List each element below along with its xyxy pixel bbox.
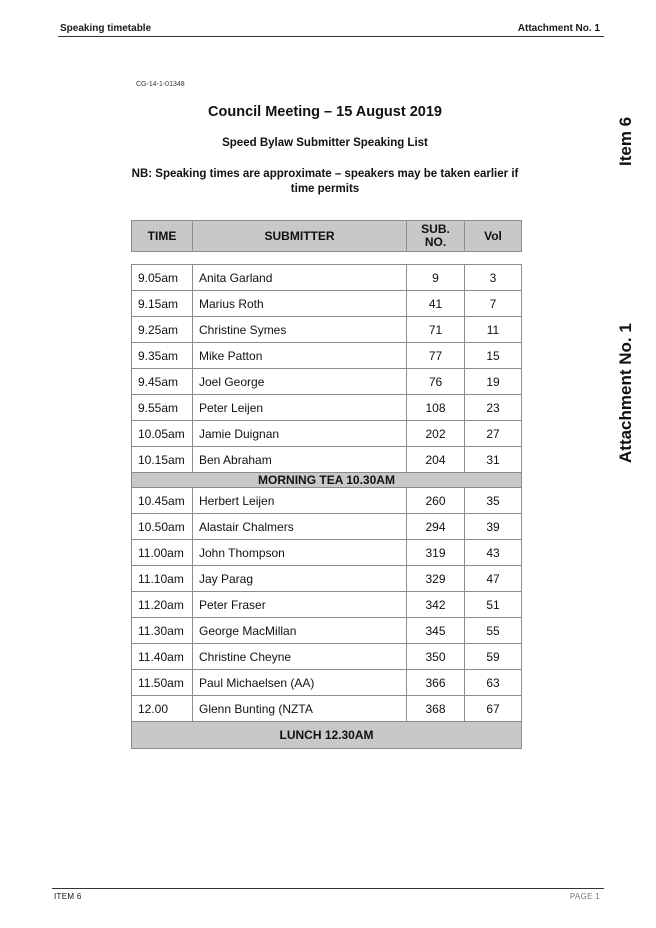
cell-time: 12.00 bbox=[132, 696, 193, 722]
cell-sub-no: 260 bbox=[407, 488, 465, 514]
cell-time: 11.00am bbox=[132, 540, 193, 566]
cell-vol: 7 bbox=[465, 291, 522, 317]
cell-sub-no: 294 bbox=[407, 514, 465, 540]
cell-sub-no: 77 bbox=[407, 343, 465, 369]
cell-submitter: Alastair Chalmers bbox=[193, 514, 407, 540]
cell-submitter: Herbert Leijen bbox=[193, 488, 407, 514]
cell-time: 9.35am bbox=[132, 343, 193, 369]
cell-sub-no: 345 bbox=[407, 618, 465, 644]
cell-submitter: Glenn Bunting (NZTA bbox=[193, 696, 407, 722]
cell-sub-no: 108 bbox=[407, 395, 465, 421]
speaking-schedule-table bbox=[131, 220, 522, 749]
cell-sub-no: 350 bbox=[407, 644, 465, 670]
table-row bbox=[132, 369, 522, 395]
table-row bbox=[132, 421, 522, 447]
document-title: Council Meeting – 15 August 2019 bbox=[208, 104, 442, 120]
cell-vol: 19 bbox=[465, 369, 522, 395]
col-header-time: TIME bbox=[132, 221, 193, 252]
side-label-item: Item 6 bbox=[616, 116, 635, 166]
cell-time: 9.45am bbox=[132, 369, 193, 395]
cell-vol: 11 bbox=[465, 317, 522, 343]
cell-sub-no: 204 bbox=[407, 447, 465, 473]
table-row bbox=[132, 670, 522, 696]
cell-submitter: Joel George bbox=[193, 369, 407, 395]
cell-sub-no: 329 bbox=[407, 566, 465, 592]
table-row bbox=[132, 317, 522, 343]
table-row bbox=[132, 265, 522, 291]
page-footer bbox=[52, 888, 604, 903]
side-label-attachment: Attachment No. 1 bbox=[616, 323, 635, 463]
cell-submitter: Jamie Duignan bbox=[193, 421, 407, 447]
cell-vol: 15 bbox=[465, 343, 522, 369]
cell-sub-no: 71 bbox=[407, 317, 465, 343]
cell-vol: 63 bbox=[465, 670, 522, 696]
table-row bbox=[132, 618, 522, 644]
speaking-note: NB: Speaking times are approximate – speakers may be taken earlier if time permits bbox=[131, 168, 519, 195]
morning-tea-break-row bbox=[132, 473, 522, 488]
cell-submitter: Christine Cheyne bbox=[193, 644, 407, 670]
table-header-row bbox=[132, 221, 522, 252]
footer-page-label: PAGE 1 bbox=[569, 892, 600, 901]
cell-time: 10.50am bbox=[132, 514, 193, 540]
lunch-break: LUNCH 12.30AM bbox=[132, 722, 522, 749]
document-subtitle: Speed Bylaw Submitter Speaking List bbox=[222, 137, 428, 149]
cell-sub-no: 9 bbox=[407, 265, 465, 291]
cell-submitter: George MacMillan bbox=[193, 618, 407, 644]
cell-submitter: Anita Garland bbox=[193, 265, 407, 291]
cell-time: 11.30am bbox=[132, 618, 193, 644]
cell-time: 10.45am bbox=[132, 488, 193, 514]
col-header-submitter: SUBMITTER bbox=[193, 221, 407, 252]
cell-submitter: Ben Abraham bbox=[193, 447, 407, 473]
cell-time: 9.25am bbox=[132, 317, 193, 343]
lunch-break-row bbox=[132, 722, 522, 749]
cell-sub-no: 342 bbox=[407, 592, 465, 618]
cell-time: 10.15am bbox=[132, 447, 193, 473]
cell-submitter: Peter Fraser bbox=[193, 592, 407, 618]
cell-submitter: Paul Michaelsen (AA) bbox=[193, 670, 407, 696]
cell-submitter: Mike Patton bbox=[193, 343, 407, 369]
footer-item-label: ITEM 6 bbox=[54, 892, 82, 901]
cell-vol: 27 bbox=[465, 421, 522, 447]
cell-vol: 35 bbox=[465, 488, 522, 514]
cell-vol: 23 bbox=[465, 395, 522, 421]
cell-submitter: Christine Symes bbox=[193, 317, 407, 343]
spacer-row bbox=[132, 252, 522, 265]
cell-vol: 51 bbox=[465, 592, 522, 618]
table-row bbox=[132, 343, 522, 369]
cell-sub-no: 319 bbox=[407, 540, 465, 566]
cell-submitter: John Thompson bbox=[193, 540, 407, 566]
table-row bbox=[132, 696, 522, 722]
cell-time: 11.10am bbox=[132, 566, 193, 592]
table-row bbox=[132, 488, 522, 514]
cell-time: 10.05am bbox=[132, 421, 193, 447]
page-header bbox=[58, 22, 604, 37]
table-row bbox=[132, 566, 522, 592]
table-row bbox=[132, 447, 522, 473]
cell-time: 9.55am bbox=[132, 395, 193, 421]
morning-tea-break: MORNING TEA 10.30AM bbox=[132, 473, 522, 488]
cell-vol: 3 bbox=[465, 265, 522, 291]
table-row bbox=[132, 592, 522, 618]
cell-sub-no: 202 bbox=[407, 421, 465, 447]
table-row bbox=[132, 540, 522, 566]
cell-submitter: Jay Parag bbox=[193, 566, 407, 592]
header-title: Speaking timetable bbox=[60, 23, 152, 34]
cell-sub-no: 366 bbox=[407, 670, 465, 696]
cell-vol: 67 bbox=[465, 696, 522, 722]
table-row bbox=[132, 395, 522, 421]
cell-vol: 43 bbox=[465, 540, 522, 566]
table-row bbox=[132, 514, 522, 540]
cell-time: 11.20am bbox=[132, 592, 193, 618]
cell-vol: 59 bbox=[465, 644, 522, 670]
cell-time: 11.40am bbox=[132, 644, 193, 670]
cell-sub-no: 41 bbox=[407, 291, 465, 317]
cell-submitter: Peter Leijen bbox=[193, 395, 407, 421]
document-reference: CG-14-1-01348 bbox=[136, 81, 185, 88]
table-row bbox=[132, 291, 522, 317]
cell-time: 9.15am bbox=[132, 291, 193, 317]
col-header-sub-no: SUB. NO. bbox=[407, 221, 465, 252]
cell-vol: 31 bbox=[465, 447, 522, 473]
header-attachment-label: Attachment No. 1 bbox=[517, 23, 600, 34]
cell-sub-no: 76 bbox=[407, 369, 465, 395]
cell-submitter: Marius Roth bbox=[193, 291, 407, 317]
col-header-vol: Vol bbox=[465, 221, 522, 252]
table-row bbox=[132, 644, 522, 670]
cell-sub-no: 368 bbox=[407, 696, 465, 722]
cell-time: 11.50am bbox=[132, 670, 193, 696]
schedule-body bbox=[132, 252, 522, 749]
cell-time: 9.05am bbox=[132, 265, 193, 291]
cell-vol: 39 bbox=[465, 514, 522, 540]
cell-vol: 55 bbox=[465, 618, 522, 644]
cell-vol: 47 bbox=[465, 566, 522, 592]
